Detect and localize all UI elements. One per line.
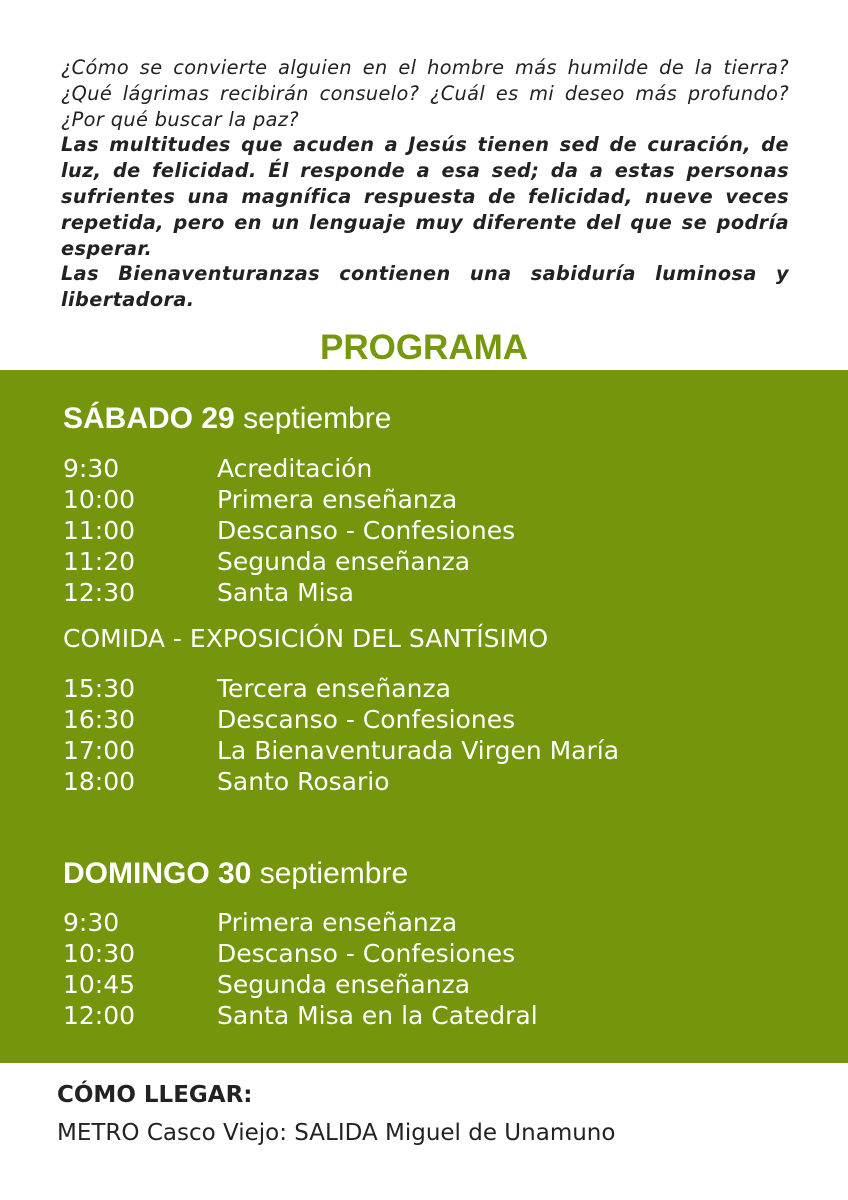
sunday-day: DOMINGO 30 (63, 857, 252, 890)
intro-paragraph-beatitudes: Las Bienaventuranzas contienen una sabiduría luminosa y libertadora. (61, 262, 789, 312)
schedule-time: 10:30 (63, 939, 136, 968)
schedule-activity: Tercera enseñanza (217, 674, 451, 703)
schedule-time: 16:30 (63, 705, 136, 734)
intro-questions: ¿Cómo se convierte alguien en el hombre más humilde de la tierra? ¿Qué lágrimas recibirán consuelo? ¿Cuál es mi deseo más profundo? ¿Por qué buscar la paz? (61, 56, 789, 131)
schedule-time: 10:00 (63, 485, 136, 514)
schedule-activity: Segunda enseñanza (217, 547, 471, 576)
schedule-activity: Santa Misa (217, 578, 354, 607)
schedule-activity: Primera enseñanza (217, 908, 458, 937)
lunch-break-label: COMIDA - EXPOSICIÓN DEL SANTÍSIMO (63, 624, 549, 653)
schedule-time: 11:20 (63, 547, 136, 576)
schedule-activity: Segunda enseñanza (217, 970, 471, 999)
directions-text: METRO Casco Viejo: SALIDA Miguel de Unamuno (57, 1120, 616, 1146)
schedule-activity: Acreditación (217, 454, 373, 483)
schedule-time: 12:00 (63, 1001, 136, 1030)
schedule-activity: La Bienaventurada Virgen María (217, 736, 620, 765)
schedule-time: 17:00 (63, 736, 136, 765)
schedule-time: 11:00 (63, 516, 136, 545)
saturday-month: septiembre (243, 402, 392, 435)
intro-text (61, 55, 789, 313)
schedule-activity: Descanso - Confesiones (217, 516, 516, 545)
sunday-heading (63, 857, 408, 891)
schedule-activity: Descanso - Confesiones (217, 939, 516, 968)
intro-paragraph-multitudes: Las multitudes que acuden a Jesús tienen sed de curación, de luz, de felicidad. Él responde a esa sed; da a estas personas sufrientes una magnífica respuesta de felicidad, nueve veces repetida, pero en un lenguaje muy diferente del que se podría esperar. (61, 133, 789, 260)
saturday-heading (63, 402, 391, 436)
schedule-time: 9:30 (63, 454, 120, 483)
schedule-activity: Santa Misa en la Catedral (217, 1001, 538, 1030)
schedule-time: 10:45 (63, 970, 136, 999)
schedule-time: 15:30 (63, 674, 136, 703)
sunday-month: septiembre (259, 857, 409, 890)
schedule-time: 18:00 (63, 767, 136, 796)
saturday-day: SÁBADO 29 (63, 402, 235, 435)
schedule-activity: Primera enseñanza (217, 485, 458, 514)
schedule-activity: Santo Rosario (217, 767, 390, 796)
directions-title: CÓMO LLEGAR: (57, 1082, 253, 1108)
schedule-time: 12:30 (63, 578, 136, 607)
schedule-time: 9:30 (63, 908, 120, 937)
schedule-activity: Descanso - Confesiones (217, 705, 516, 734)
program-title: PROGRAMA (319, 328, 529, 367)
